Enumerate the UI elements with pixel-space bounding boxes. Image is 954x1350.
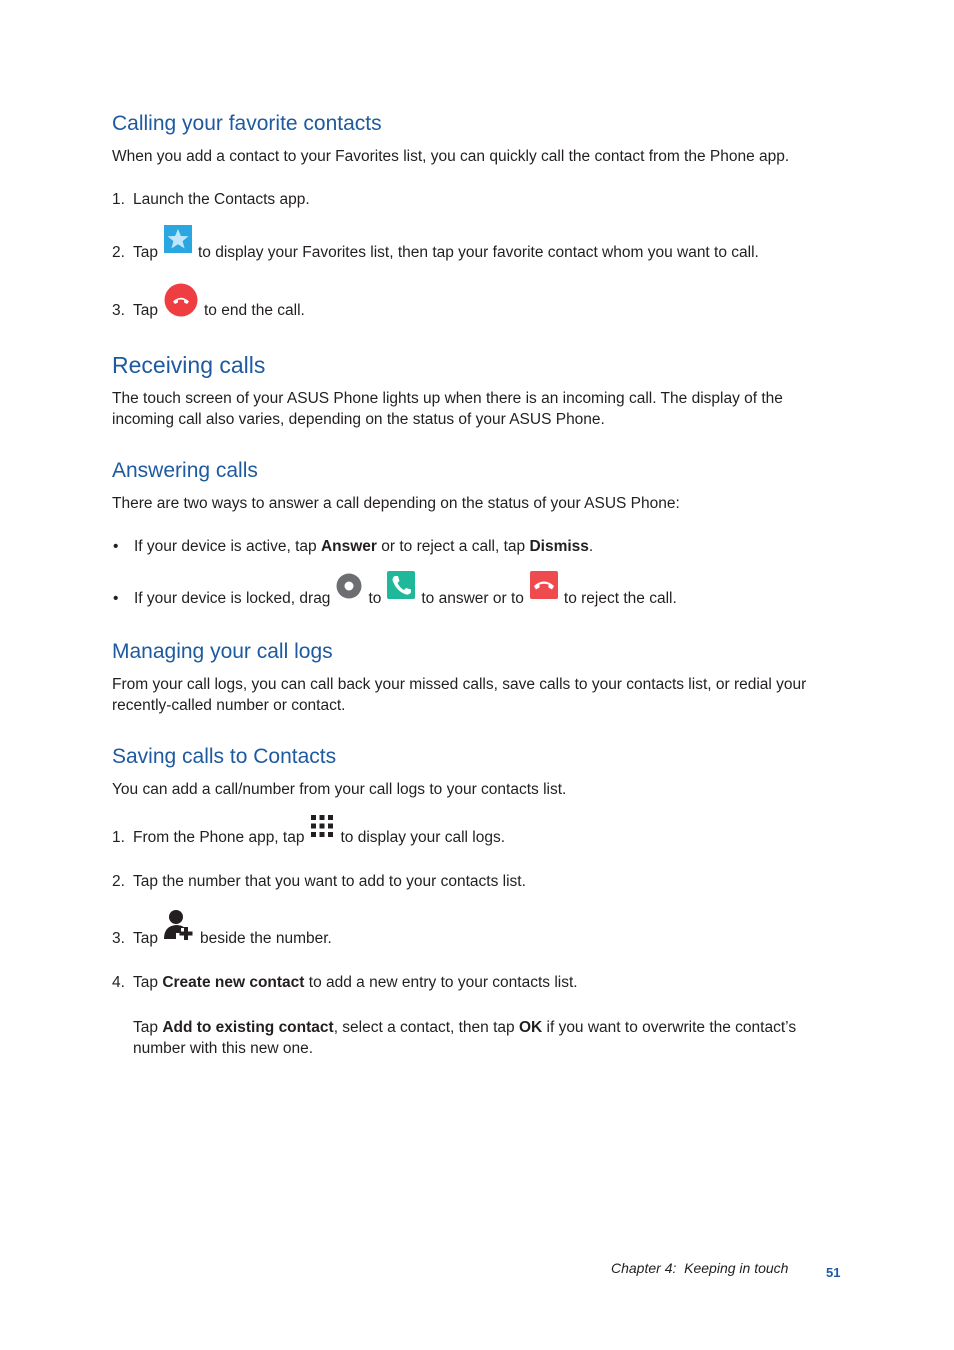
saving-step-2: 2. Tap the number that you want to add to your contacts list. [112, 873, 526, 890]
section-heading-answering: Answering calls [112, 459, 258, 482]
section-heading-saving: Saving calls to Contacts [112, 745, 337, 768]
favorites-intro: When you add a contact to your Favorites list, you can quickly call the contact from the Phone app. [112, 148, 790, 165]
saving-intro: You can add a call/number from your call logs to your contacts list. [112, 781, 567, 798]
section-heading-receiving: Receiving calls [112, 352, 266, 378]
end-call-icon [164, 283, 198, 323]
star-icon [164, 225, 192, 259]
add-contact-icon [164, 909, 194, 947]
page-number: 51 [826, 1265, 841, 1280]
call-log-grid-icon [310, 814, 334, 844]
saving-step-1: 1. From the Phone app, tap to display your call logs. [112, 808, 505, 848]
answer-call-icon [387, 571, 415, 605]
answering-bullet-2: • If your device is locked, drag to to answer or to to reject the call. [112, 569, 677, 609]
footer-chapter: Chapter 4: Keeping in touch [611, 1260, 789, 1276]
reject-call-icon [530, 571, 558, 605]
saving-note: Tap Add to existing contact, select a contact, then tap OK if you want to overwrite the contact’s number with this new one. [133, 1019, 797, 1057]
section-heading-favorites: Calling your favorite contacts [112, 112, 382, 135]
answering-intro: There are two ways to answer a call depending on the status of your ASUS Phone: [112, 495, 680, 512]
saving-step-3: 3. Tap beside the number. [112, 909, 332, 949]
favorites-step-1: 1. Launch the Contacts app. [112, 191, 310, 208]
lock-circle-icon [336, 573, 362, 605]
receiving-intro: The touch screen of your ASUS Phone lights up when there is an incoming call. The display of the incoming call also varies, depending on the status of your ASUS Phone. [112, 390, 783, 428]
logs-intro: From your call logs, you can call back your missed calls, save calls to your contacts list, or redial your recently-called number or contact. [112, 676, 807, 714]
saving-step-4: 4. Tap Create new contact to add a new entry to your contacts list. [112, 974, 578, 991]
answering-bullet-1: • If your device is active, tap Answer or to reject a call, tap Dismiss . [113, 538, 594, 555]
section-heading-logs: Managing your call logs [112, 640, 333, 663]
favorites-step-3: 3. Tap to end the call. [112, 281, 305, 321]
favorites-step-2: 2. Tap to display your Favorites list, then tap your favorite contact whom you want to call. [112, 223, 759, 263]
